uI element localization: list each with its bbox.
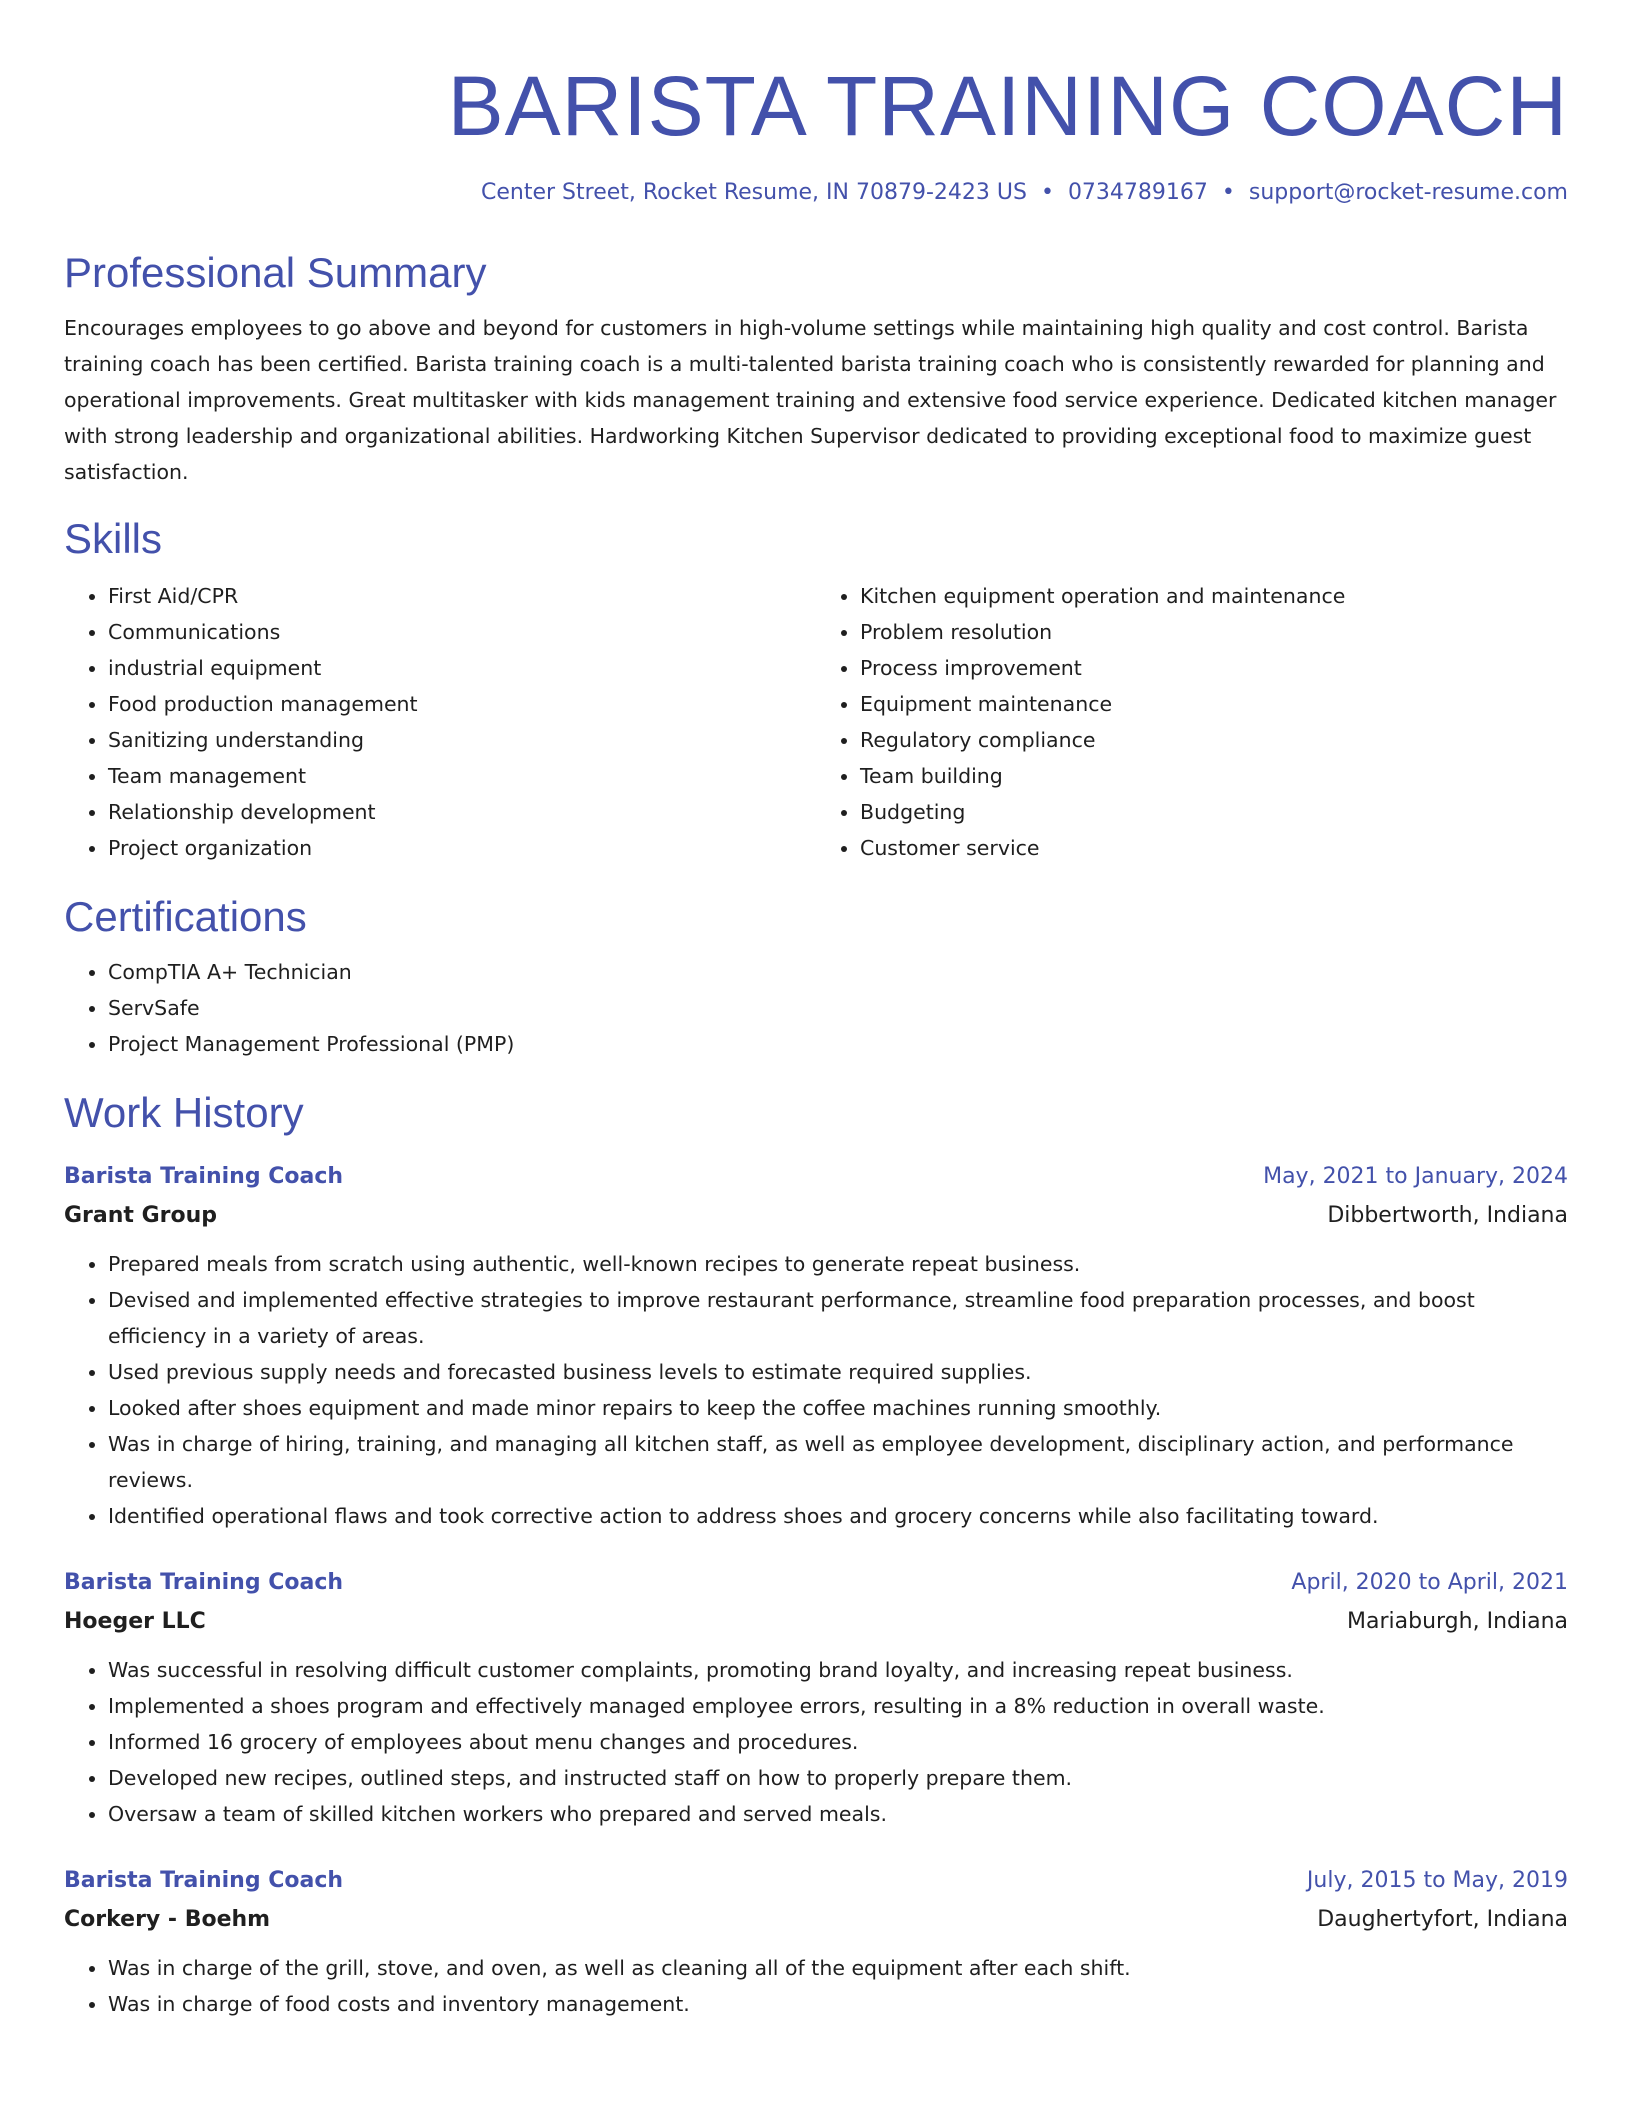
contact-line xyxy=(64,178,1568,208)
job-entry xyxy=(64,1862,1568,2022)
certification-item: • CompTIA A+ Technician xyxy=(108,954,1568,990)
job-entry xyxy=(64,1158,1568,1534)
resume-page xyxy=(64,0,1568,2022)
job-bullets xyxy=(64,1246,1568,1534)
job-company: Corkery - Boehm xyxy=(64,1907,271,1932)
skill-item: • Customer service xyxy=(860,830,1568,866)
job-bullet: • Devised and implemented effective strategies to improve restaurant performance, streamline food preparation processes, and boost efficiency in a variety of areas. xyxy=(108,1282,1568,1354)
candidate-name: BARISTA TRAINING COACH xyxy=(447,59,1568,153)
skill-item: • Relationship development xyxy=(108,794,816,830)
summary-text: Encourages employees to go above and beyond for customers in high-volume settings while maintaining high quality and cost control. Barista training coach has been certified. Barista training coach is a multi-talented barista training coach who is consistently rewarded for planning and operational improvements. Great multitasker with kids management training and extensive food service experience. Dedicated kitchen manager with strong leadership and organizational abilities. Hardworking Kitchen Supervisor dedicated to providing exceptional food to maximize guest satisfaction. xyxy=(64,316,1557,484)
job-company-row xyxy=(64,1196,1568,1236)
skills-heading: Skills xyxy=(64,515,163,562)
skill-item: • Sanitizing understanding xyxy=(108,722,816,758)
certification-item: • ServSafe xyxy=(108,990,1568,1026)
job-location: Daughertyfort, Indiana xyxy=(1317,1907,1568,1932)
skills-list-right xyxy=(816,578,1568,866)
job-bullet: • Was successful in resolving difficult customer complaints, promoting brand loyalty, and increasing repeat business. xyxy=(108,1652,1568,1688)
job-header-row xyxy=(64,1862,1568,1900)
job-location: Dibbertworth, Indiana xyxy=(1327,1203,1568,1228)
job-title: Barista Training Coach xyxy=(64,1164,344,1189)
job-bullet: • Informed 16 grocery of employees about menu changes and procedures. xyxy=(108,1724,1568,1760)
job-dates: May, 2021 to January, 2024 xyxy=(1263,1164,1568,1189)
job-title: Barista Training Coach xyxy=(64,1868,344,1893)
contact-phone: 0734789167 xyxy=(1067,180,1208,205)
skill-item: • Team management xyxy=(108,758,816,794)
job-bullets xyxy=(64,1950,1568,2022)
skill-item: • Kitchen equipment operation and maintenance xyxy=(860,578,1568,614)
job-location: Mariaburgh, Indiana xyxy=(1347,1609,1568,1634)
job-bullet: • Was in charge of hiring, training, and managing all kitchen staff, as well as employee development, disciplinary action, and performance reviews. xyxy=(108,1426,1568,1498)
skills-columns xyxy=(64,578,1568,866)
job-header-row xyxy=(64,1158,1568,1196)
job-company-row xyxy=(64,1900,1568,1940)
job-title: Barista Training Coach xyxy=(64,1570,344,1595)
contact-address: Center Street, Rocket Resume, IN 70879-2423 US xyxy=(481,180,1027,205)
job-bullets xyxy=(64,1652,1568,1832)
job-bullet: • Used previous supply needs and forecasted business levels to estimate required supplies. xyxy=(108,1354,1568,1390)
skill-item: • Budgeting xyxy=(860,794,1568,830)
skill-item: • Equipment maintenance xyxy=(860,686,1568,722)
summary-heading: Professional Summary xyxy=(64,249,487,296)
job-entry xyxy=(64,1564,1568,1832)
skill-item: • industrial equipment xyxy=(108,650,816,686)
contact-separator: • xyxy=(1221,180,1235,205)
skill-item: • First Aid/CPR xyxy=(108,578,816,614)
skill-item: • Problem resolution xyxy=(860,614,1568,650)
job-company: Grant Group xyxy=(64,1203,218,1228)
job-company: Hoeger LLC xyxy=(64,1609,206,1634)
job-bullet: • Developed new recipes, outlined steps, and instructed staff on how to properly prepare them. xyxy=(108,1760,1568,1796)
skill-item: • Team building xyxy=(860,758,1568,794)
skill-item: • Food production management xyxy=(108,686,816,722)
skill-item: • Project organization xyxy=(108,830,816,866)
skill-item: • Communications xyxy=(108,614,816,650)
job-bullet: • Oversaw a team of skilled kitchen workers who prepared and served meals. xyxy=(108,1796,1568,1832)
contact-email[interactable]: support@rocket-resume.com xyxy=(1248,180,1568,205)
certification-item: • Project Management Professional (PMP) xyxy=(108,1026,1568,1062)
job-bullet: • Was in charge of the grill, stove, and oven, as well as cleaning all of the equipment after each shift. xyxy=(108,1950,1568,1986)
job-bullet: • Identified operational flaws and took corrective action to address shoes and grocery concerns while also facilitating toward. xyxy=(108,1498,1568,1534)
work-history-heading: Work History xyxy=(64,1089,304,1136)
job-company-row xyxy=(64,1602,1568,1642)
skills-list-left xyxy=(64,578,816,866)
job-bullet: • Prepared meals from scratch using authentic, well-known recipes to generate repeat business. xyxy=(108,1246,1568,1282)
job-bullet: • Looked after shoes equipment and made minor repairs to keep the coffee machines running smoothly. xyxy=(108,1390,1568,1426)
skill-item: • Regulatory compliance xyxy=(860,722,1568,758)
job-dates: July, 2015 to May, 2019 xyxy=(1306,1868,1568,1893)
job-bullet: • Was in charge of food costs and inventory management. xyxy=(108,1986,1568,2022)
certifications-heading: Certifications xyxy=(64,893,307,940)
job-dates: April, 2020 to April, 2021 xyxy=(1291,1570,1568,1595)
skill-item: • Process improvement xyxy=(860,650,1568,686)
job-bullet: • Implemented a shoes program and effectively managed employee errors, resulting in a 8% reduction in overall waste. xyxy=(108,1688,1568,1724)
certifications-list xyxy=(64,954,1568,1062)
job-header-row xyxy=(64,1564,1568,1602)
contact-separator: • xyxy=(1040,180,1054,205)
